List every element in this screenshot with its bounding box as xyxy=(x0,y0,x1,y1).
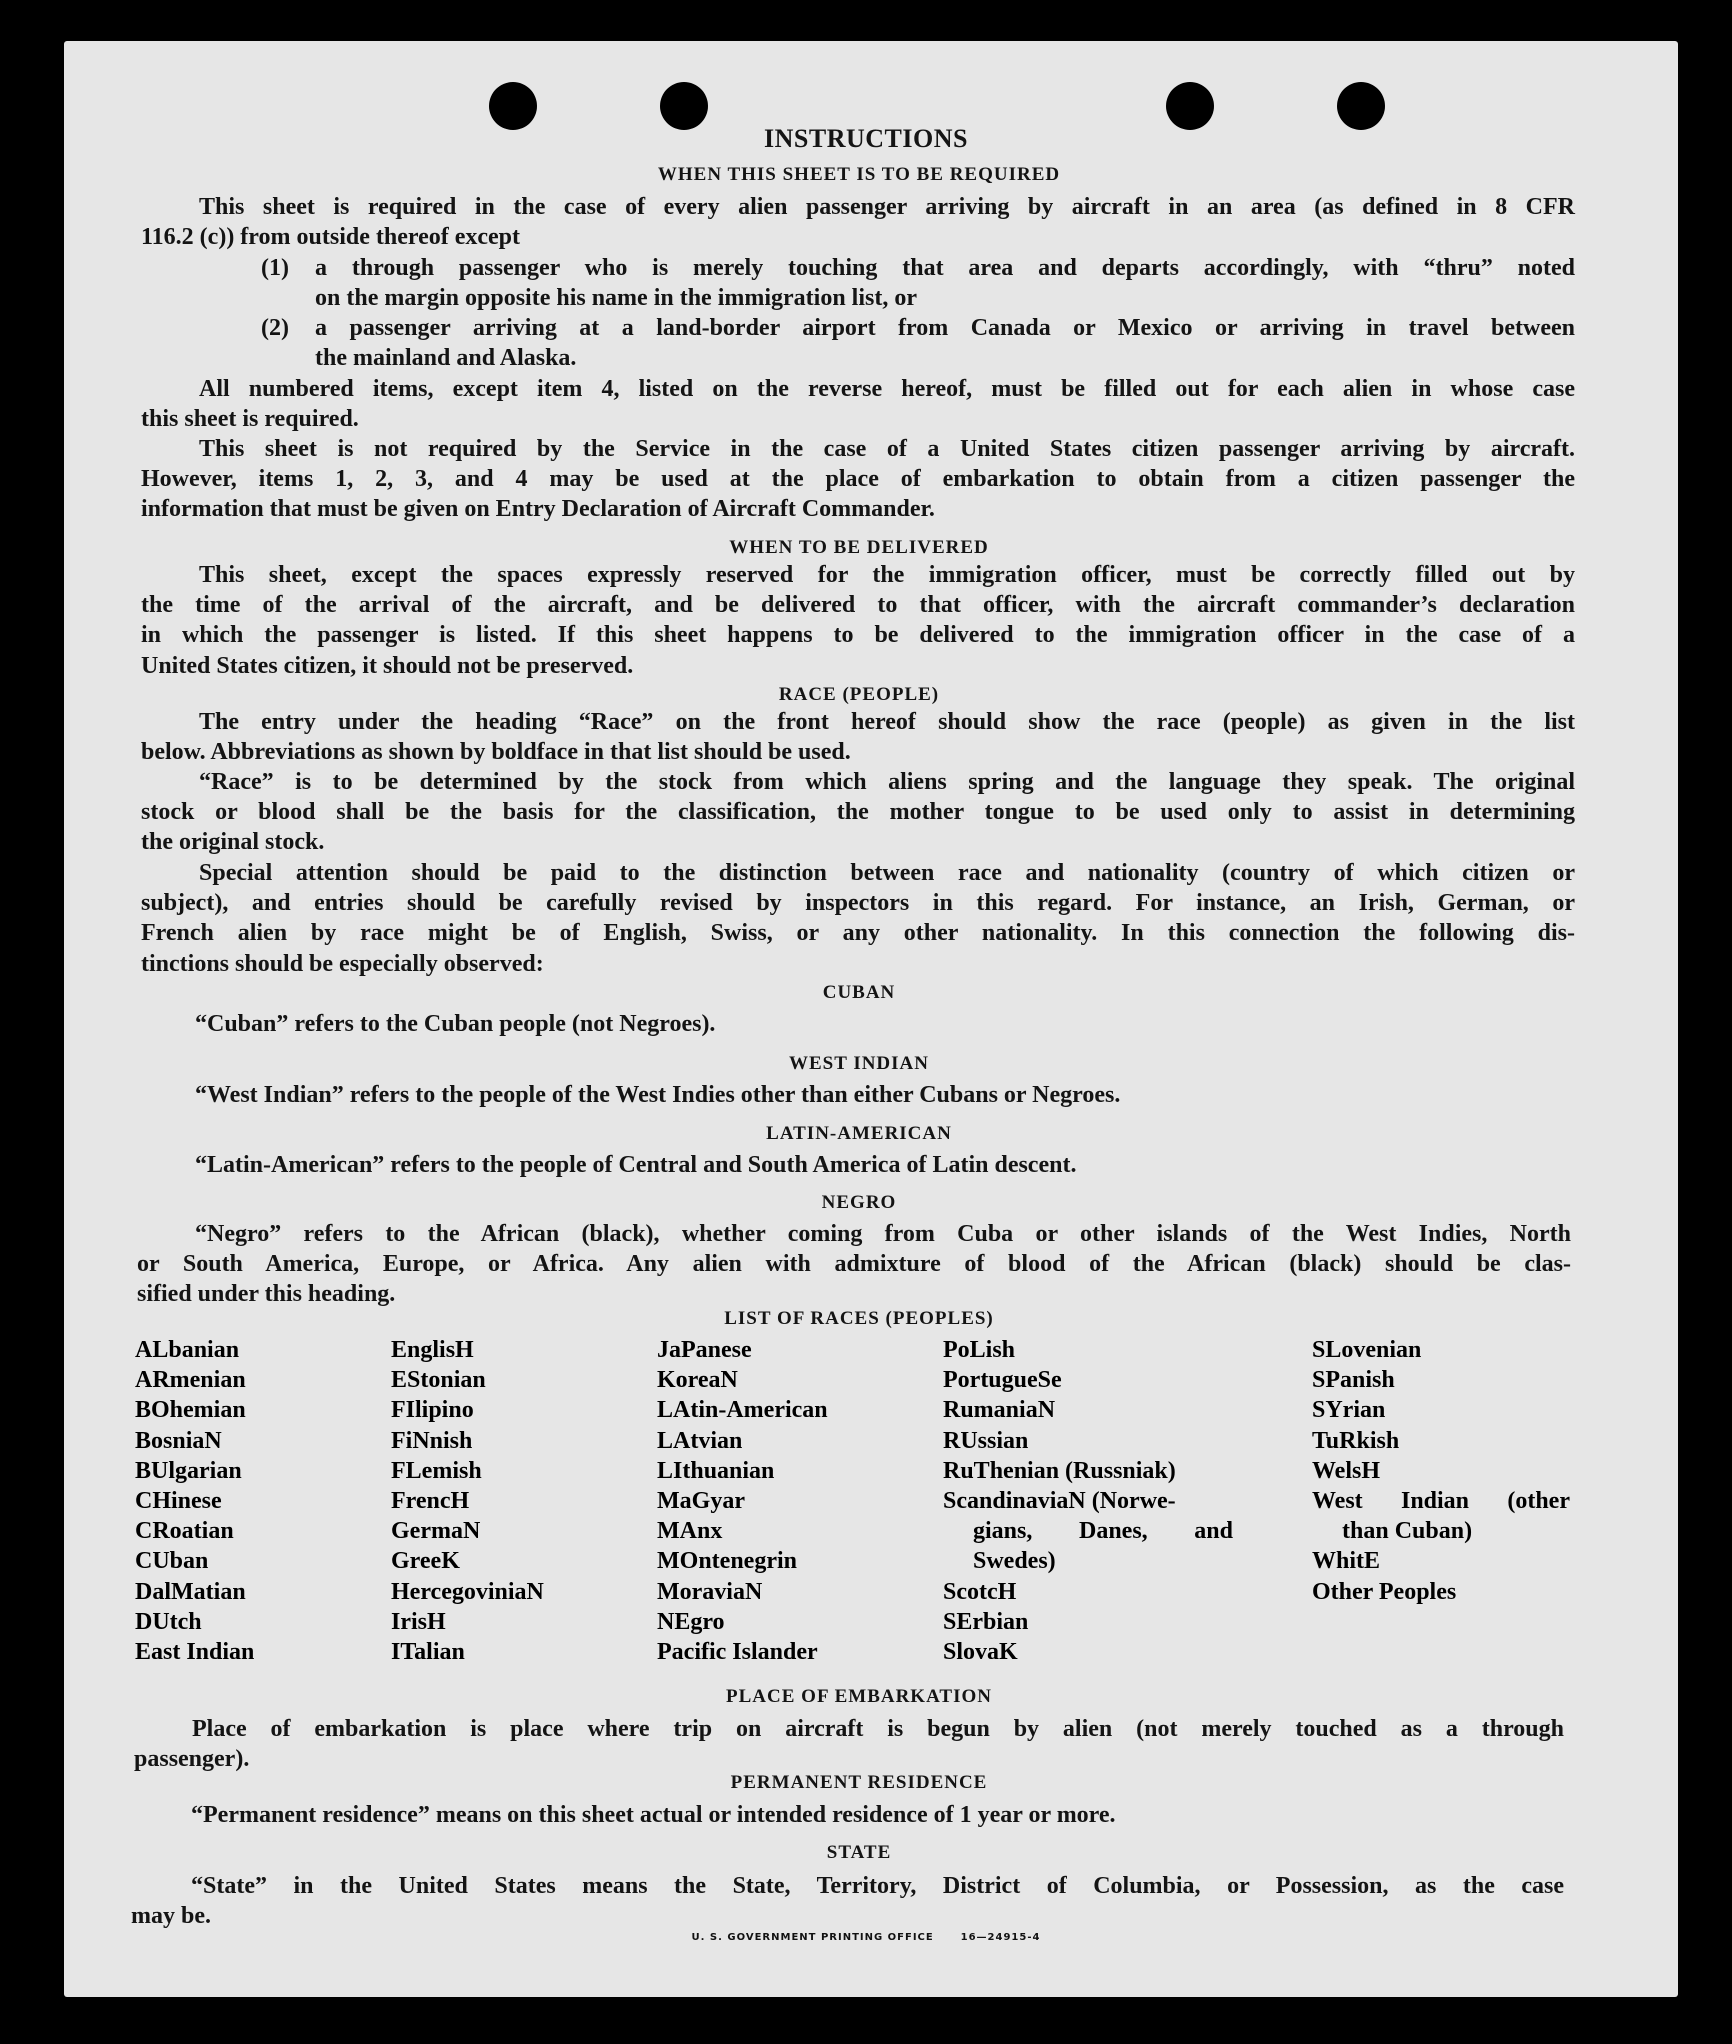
printing-office: U. S. GOVERNMENT PRINTING OFFICE xyxy=(691,1932,934,1943)
paragraph xyxy=(134,1714,1564,1774)
race-list-item: CUban xyxy=(135,1548,209,1575)
text-line: “Cuban” refers to the Cuban people (not Negroes). xyxy=(195,1011,716,1037)
punch-hole xyxy=(1337,82,1385,130)
races-column-4 xyxy=(943,1335,1233,1667)
item-number xyxy=(261,253,315,283)
race-list-item: MAnx xyxy=(657,1518,723,1545)
text-line: the time of the arrival of the aircraft, and be delivered to that officer, with the aircraft commander’s declaration xyxy=(141,592,1575,619)
text-line: this sheet is required. xyxy=(141,406,359,433)
paragraph xyxy=(141,767,1575,858)
text-line: “State” in the United States means the State, Territory, District of Columbia, or Possession, as the case xyxy=(191,1873,1564,1899)
text-line: tinctions should be especially observed: xyxy=(141,950,544,977)
text-line: This sheet is not required by the Service in the case of a United States citizen passenger arriving by aircraft. xyxy=(199,436,1575,462)
item-number xyxy=(261,313,315,343)
races-column-2 xyxy=(391,1335,544,1667)
text-line: a passenger arriving at a land-border airport from Canada or Mexico or arriving in travel between xyxy=(315,315,1575,341)
race-list-item: MaGyar xyxy=(657,1487,745,1514)
races-column-3 xyxy=(657,1335,828,1667)
text-line: may be. xyxy=(131,1903,211,1930)
paragraph xyxy=(131,1871,1564,1931)
text-line: information that must be given on Entry Declaration of Aircraft Commander. xyxy=(141,496,935,523)
punch-hole xyxy=(660,82,708,130)
race-list-item: MOntenegrin xyxy=(657,1548,797,1575)
text-line: the original stock. xyxy=(141,829,325,856)
race-list-item: PoLish xyxy=(943,1337,1016,1363)
text-line: “West Indian” refers to the people of the West Indies other than either Cubans or Negroes. xyxy=(195,1082,1121,1108)
printer-imprint xyxy=(0,1932,1732,1943)
text-line: (1) xyxy=(261,255,289,281)
text-line: “Latin-American” refers to the people of Central and South America of Latin descent. xyxy=(195,1152,1077,1178)
section-heading: WHEN TO BE DELIVERED xyxy=(729,537,989,558)
races-column-5 xyxy=(1312,1335,1570,1607)
list-item xyxy=(315,313,1575,373)
text-line: “Negro” refers to the African (black), whether coming from Cuba or other islands of the West Indies, North xyxy=(195,1221,1571,1247)
race-list-item: NEgro xyxy=(657,1608,725,1635)
race-list-item: HercegoviniaN xyxy=(391,1578,544,1605)
race-list-item: ScandinaviaN (Norwe- xyxy=(943,1487,1176,1514)
text-line: Place of embarkation is place where trip on aircraft is begun by alien (not merely touched as a through xyxy=(192,1716,1564,1742)
text-line: “Permanent residence” means on this sheet actual or intended residence of 1 year or more. xyxy=(191,1802,1116,1828)
race-list-item: RUssian xyxy=(943,1427,1029,1454)
race-list-item: CRoatian xyxy=(135,1518,234,1545)
race-list-item: RumaniaN xyxy=(943,1397,1056,1424)
section-heading: PLACE OF EMBARKATION xyxy=(726,1686,992,1707)
section-heading: NEGRO xyxy=(821,1192,897,1213)
text-line: or South America, Europe, or Africa. Any alien with admixture of blood of the African (black) should be clas- xyxy=(137,1251,1571,1278)
section-heading: CUBAN xyxy=(822,982,896,1003)
race-list-item: CHinese xyxy=(135,1487,222,1514)
paragraph xyxy=(137,1219,1571,1310)
race-list-item: ALbanian xyxy=(135,1337,240,1363)
text-line: Special attention should be paid to the distinction between race and nationality (country of which citizen or xyxy=(199,860,1575,886)
race-list-item: RuThenian (Russniak) xyxy=(943,1457,1176,1484)
race-list-item: GreeK xyxy=(391,1548,460,1575)
text-line: The entry under the heading “Race” on the front hereof should show the race (people) as given in the list xyxy=(199,709,1575,735)
race-list-item: SlovaK xyxy=(943,1638,1018,1665)
paragraph xyxy=(195,1150,1076,1180)
page-title: INSTRUCTIONS xyxy=(764,124,968,153)
text-line: This sheet, except the spaces expressly reserved for the immigration officer, must be correctly filled out by xyxy=(199,562,1575,588)
list-item xyxy=(315,253,1575,313)
race-list-item: EStonian xyxy=(391,1367,486,1394)
race-list-item: DUtch xyxy=(135,1608,202,1635)
race-list-item: PortugueSe xyxy=(943,1367,1062,1394)
text-line: in which the passenger is listed. If this sheet happens to be delivered to the immigration officer in the case of a xyxy=(141,622,1575,649)
race-list-item: BUlgarian xyxy=(135,1457,242,1484)
race-list-item: FIlipino xyxy=(391,1397,474,1424)
text-line: on the margin opposite his name in the immigration list, or xyxy=(315,285,918,312)
paragraph xyxy=(191,1800,1116,1830)
section-heading: STATE xyxy=(826,1842,892,1863)
text-line: below. Abbreviations as shown by boldface in that list should be used. xyxy=(141,739,851,766)
race-list-item: Swedes) xyxy=(973,1548,1056,1575)
paragraph xyxy=(141,560,1575,681)
race-list-item: WhitE xyxy=(1312,1548,1381,1575)
race-list-item: gians, Danes, and xyxy=(973,1518,1233,1545)
text-line: sified under this heading. xyxy=(137,1281,396,1308)
text-line: United States citizen, it should not be preserved. xyxy=(141,652,634,679)
race-list-item: Pacific Islander xyxy=(657,1638,818,1665)
section-heading: LIST OF RACES (PEOPLES) xyxy=(724,1308,994,1329)
race-list-item: EnglisH xyxy=(391,1337,474,1363)
text-line: (2) xyxy=(261,315,289,341)
race-list-item: SPanish xyxy=(1312,1367,1395,1394)
text-line: a through passenger who is merely touching that area and departs accordingly, with “thru” noted xyxy=(315,255,1575,281)
race-list-item: ARmenian xyxy=(135,1367,246,1394)
race-list-item: IrisH xyxy=(391,1608,446,1635)
race-list-item: WelsH xyxy=(1312,1457,1381,1484)
race-list-item: Other Peoples xyxy=(1312,1578,1457,1605)
text-line: However, items 1, 2, 3, and 4 may be used at the place of embarkation to obtain from a citizen passenger the xyxy=(141,466,1575,493)
race-list-item: East Indian xyxy=(135,1638,255,1665)
race-list-item: LAtvian xyxy=(657,1427,743,1454)
race-list-item: SErbian xyxy=(943,1608,1029,1635)
text-line: French alien by race might be of English, Swiss, or any other nationality. In this connection the following dis- xyxy=(141,920,1575,947)
text-line: subject), and entries should be carefully revised by inspectors in this regard. For instance, an Irish, German, or xyxy=(141,890,1575,917)
race-list-item: ScotcH xyxy=(943,1578,1017,1605)
section-heading: RACE (PEOPLE) xyxy=(778,684,940,705)
race-list-item: FrencH xyxy=(391,1487,470,1514)
race-list-item: West Indian (other xyxy=(1312,1487,1570,1514)
section-heading: WHEN THIS SHEET IS TO BE REQUIRED xyxy=(657,164,1061,185)
paragraph xyxy=(141,707,1575,767)
race-list-item: ITalian xyxy=(391,1638,465,1665)
race-list-item: MoraviaN xyxy=(657,1578,763,1605)
paragraph xyxy=(141,434,1575,525)
race-list-item: SYrian xyxy=(1312,1397,1386,1424)
text-line: 116.2 (c)) from outside thereof except xyxy=(141,224,521,251)
race-list-item: than Cuban) xyxy=(1342,1518,1473,1545)
section-heading: WEST INDIAN xyxy=(789,1053,929,1074)
race-list-item: BosniaN xyxy=(135,1427,222,1454)
race-list-item: KoreaN xyxy=(657,1367,738,1394)
paragraph xyxy=(141,374,1575,434)
text-line: the mainland and Alaska. xyxy=(315,345,577,372)
form-code: 16—24915-4 xyxy=(960,1932,1041,1943)
text-line: passenger). xyxy=(134,1746,250,1773)
race-list-item: FiNnish xyxy=(391,1427,473,1454)
race-list-item: LAtin-American xyxy=(657,1397,828,1424)
race-list-item: GermaN xyxy=(391,1518,481,1545)
text-line: stock or blood shall be the basis for the classification, the mother tongue to be used only to assist in determining xyxy=(141,799,1575,826)
text-line: This sheet is required in the case of every alien passenger arriving by aircraft in an area (as defined in 8 CFR xyxy=(199,194,1575,220)
race-list-item: BOhemian xyxy=(135,1397,246,1424)
punch-hole xyxy=(1166,82,1214,130)
punch-hole xyxy=(489,82,537,130)
section-heading: PERMANENT RESIDENCE xyxy=(730,1772,988,1793)
paragraph xyxy=(141,192,1575,252)
paragraph xyxy=(195,1080,1120,1110)
paragraph xyxy=(195,1009,715,1039)
paragraph xyxy=(141,858,1575,979)
race-list-item: SLovenian xyxy=(1312,1337,1422,1363)
race-list-item: JaPanese xyxy=(657,1337,752,1363)
race-list-item: FLemish xyxy=(391,1457,482,1484)
races-column-1 xyxy=(135,1335,254,1667)
race-list-item: LIthuanian xyxy=(657,1457,775,1484)
race-list-item: TuRkish xyxy=(1312,1427,1400,1454)
text-line: All numbered items, except item 4, listed on the reverse hereof, must be filled out for each alien in whose case xyxy=(199,376,1575,402)
section-heading: LATIN-AMERICAN xyxy=(766,1123,952,1144)
text-line: “Race” is to be determined by the stock from which aliens spring and the language they speak. The original xyxy=(199,769,1575,795)
race-list-item: DalMatian xyxy=(135,1578,246,1605)
